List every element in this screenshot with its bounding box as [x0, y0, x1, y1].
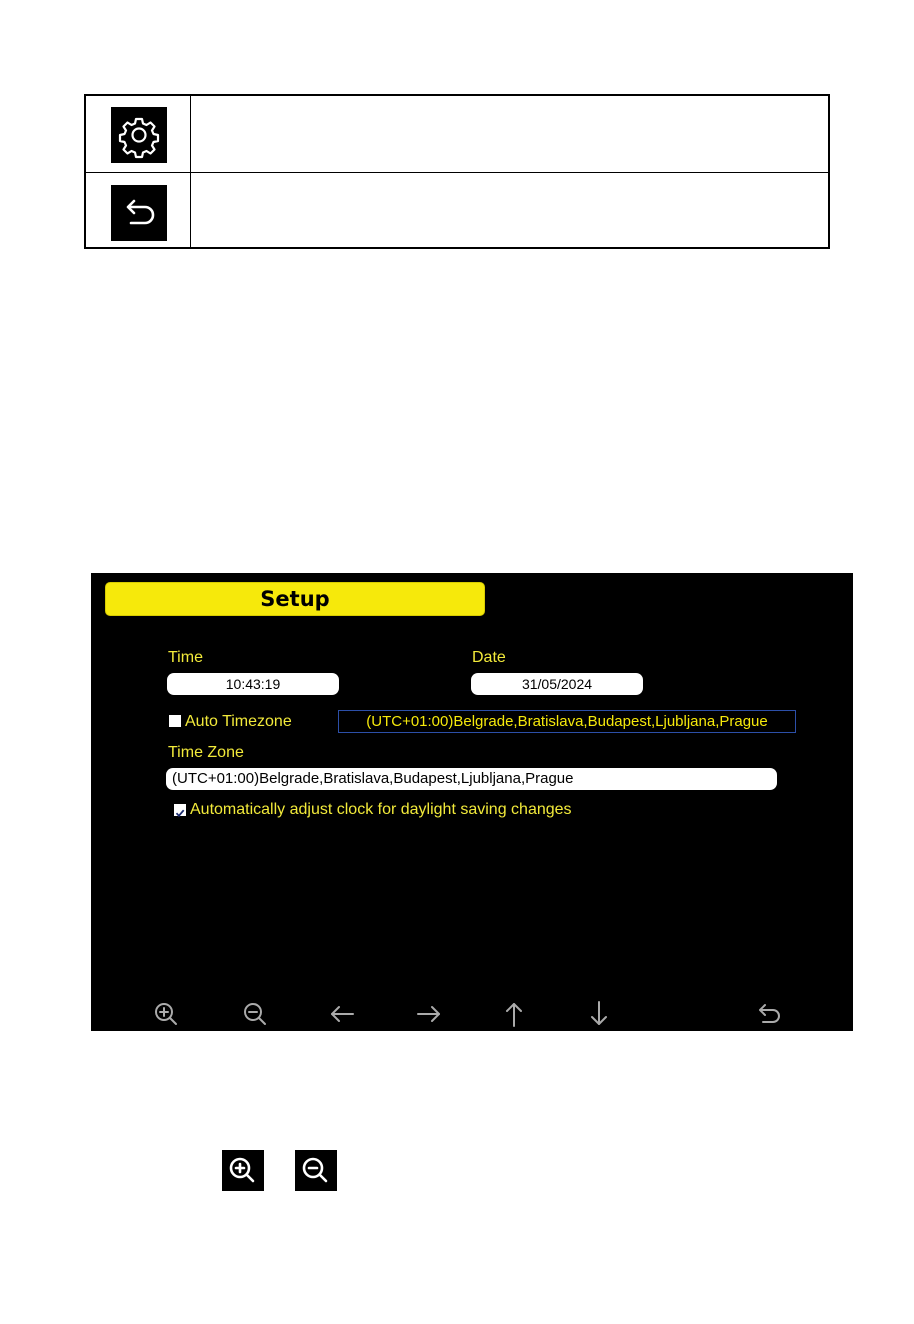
dst-checkbox[interactable]	[174, 804, 186, 816]
back-arrow-icon	[111, 185, 167, 241]
icon-row-settings	[86, 96, 828, 173]
time-zone-label: Time Zone	[168, 744, 244, 761]
icon-cell	[86, 173, 191, 247]
zoom-in-icon[interactable]	[153, 1001, 179, 1027]
date-label: Date	[472, 649, 506, 666]
detected-timezone-value: (UTC+01:00)Belgrade,Bratislava,Budapest,Ljubljana,Prague	[338, 710, 796, 733]
back-arrow-icon[interactable]	[756, 1001, 782, 1027]
auto-timezone-label: Auto Timezone	[185, 713, 292, 730]
auto-timezone-checkbox[interactable]	[169, 715, 181, 727]
gear-icon	[111, 107, 167, 163]
time-zone-select[interactable]: (UTC+01:00)Belgrade,Bratislava,Budapest,Ljubljana,Prague	[166, 768, 777, 790]
arrow-up-icon[interactable]	[501, 1001, 527, 1027]
icon-description	[192, 96, 828, 172]
icon-description	[192, 173, 828, 247]
arrow-right-icon[interactable]	[416, 1001, 442, 1027]
device-setup-screen	[91, 573, 853, 1031]
time-label: Time	[168, 649, 203, 666]
check-icon	[174, 807, 186, 819]
date-field[interactable]: 31/05/2024	[471, 673, 643, 695]
zoom-out-icon[interactable]	[242, 1001, 268, 1027]
time-field[interactable]: 10:43:19	[167, 673, 339, 695]
icon-cell	[86, 96, 191, 172]
arrow-left-icon[interactable]	[329, 1001, 355, 1027]
icon-legend-table	[84, 94, 830, 249]
zoom-out-icon	[295, 1150, 337, 1191]
dst-label: Automatically adjust clock for daylight saving changes	[190, 801, 572, 818]
screen-title: Setup	[105, 582, 485, 616]
arrow-down-icon[interactable]	[586, 1001, 612, 1027]
icon-row-back	[86, 173, 828, 247]
zoom-in-icon	[222, 1150, 264, 1191]
